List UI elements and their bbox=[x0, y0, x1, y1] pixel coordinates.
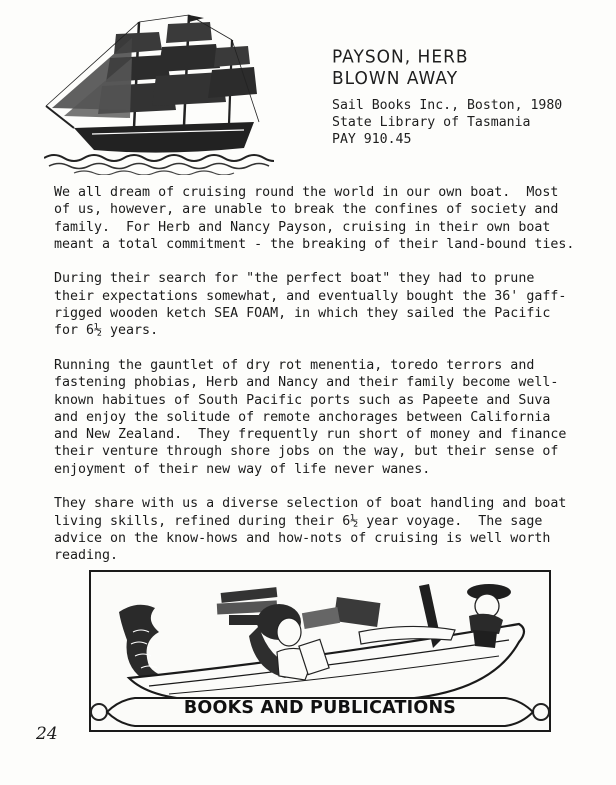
page-number: 24 bbox=[36, 724, 58, 744]
text-line: of us, however, are unable to break the confines of society and bbox=[54, 202, 559, 218]
text-line: We all dream of cruising round the world in our own boat. Most bbox=[54, 185, 559, 200]
text-line: They share with us a diverse selection of boat handling and boat bbox=[54, 496, 567, 512]
text-line: their expectations somewhat, and eventually bought the 36' gaff- bbox=[54, 288, 567, 304]
book-author: PAYSON, HERB bbox=[332, 46, 469, 68]
text-line: meant a total commitment - the breaking of their land-bound ties. bbox=[54, 236, 575, 252]
text-line: living skills, refined during their 6½ year voyage. The sage bbox=[54, 513, 543, 529]
review-paragraph bbox=[54, 270, 599, 339]
text-line: fastening phobias, Herb and Nancy and their family become well- bbox=[54, 375, 559, 391]
review-paragraph bbox=[54, 357, 599, 478]
text-line: rigged wooden ketch SEA FOAM, in which they sailed the Pacific bbox=[54, 306, 551, 322]
review-paragraph bbox=[54, 184, 599, 253]
book-header bbox=[332, 46, 562, 148]
books-and-publications-banner bbox=[89, 570, 551, 733]
publisher-line: Sail Books Inc., Boston, 1980 bbox=[332, 98, 563, 113]
review-body bbox=[54, 184, 599, 582]
book-title: BLOWN AWAY bbox=[332, 68, 459, 90]
sailing-ship-illustration bbox=[44, 10, 274, 175]
library-line: State Library of Tasmania bbox=[332, 115, 531, 130]
text-line: and New Zealand. They frequently run short of money and finance bbox=[54, 427, 567, 443]
text-line: and enjoy the solitude of remote anchorages between California bbox=[54, 409, 551, 425]
banner-label: BOOKS AND PUBLICATIONS bbox=[183, 698, 457, 718]
call-number: PAY 910.45 bbox=[332, 132, 412, 147]
text-line: reading. bbox=[54, 548, 119, 564]
text-line: their venture through shore jobs on the way, but their sense of bbox=[54, 444, 559, 460]
text-line: During their search for "the perfect boat" they had to prune bbox=[54, 271, 535, 287]
text-line: Running the gauntlet of dry rot menentia, toredo terrors and bbox=[54, 357, 535, 373]
text-line: advice on the know-hows and how-nots of cruising is well worth bbox=[54, 530, 551, 546]
text-line: enjoyment of their new way of life never wanes. bbox=[54, 461, 431, 477]
text-line: family. For Herb and Nancy Payson, cruising in their own boat bbox=[54, 219, 551, 235]
text-line: known habitues of South Pacific ports such as Papeete and Suva bbox=[54, 392, 551, 408]
review-paragraph bbox=[54, 495, 599, 564]
text-line: for 6½ years. bbox=[54, 323, 159, 339]
